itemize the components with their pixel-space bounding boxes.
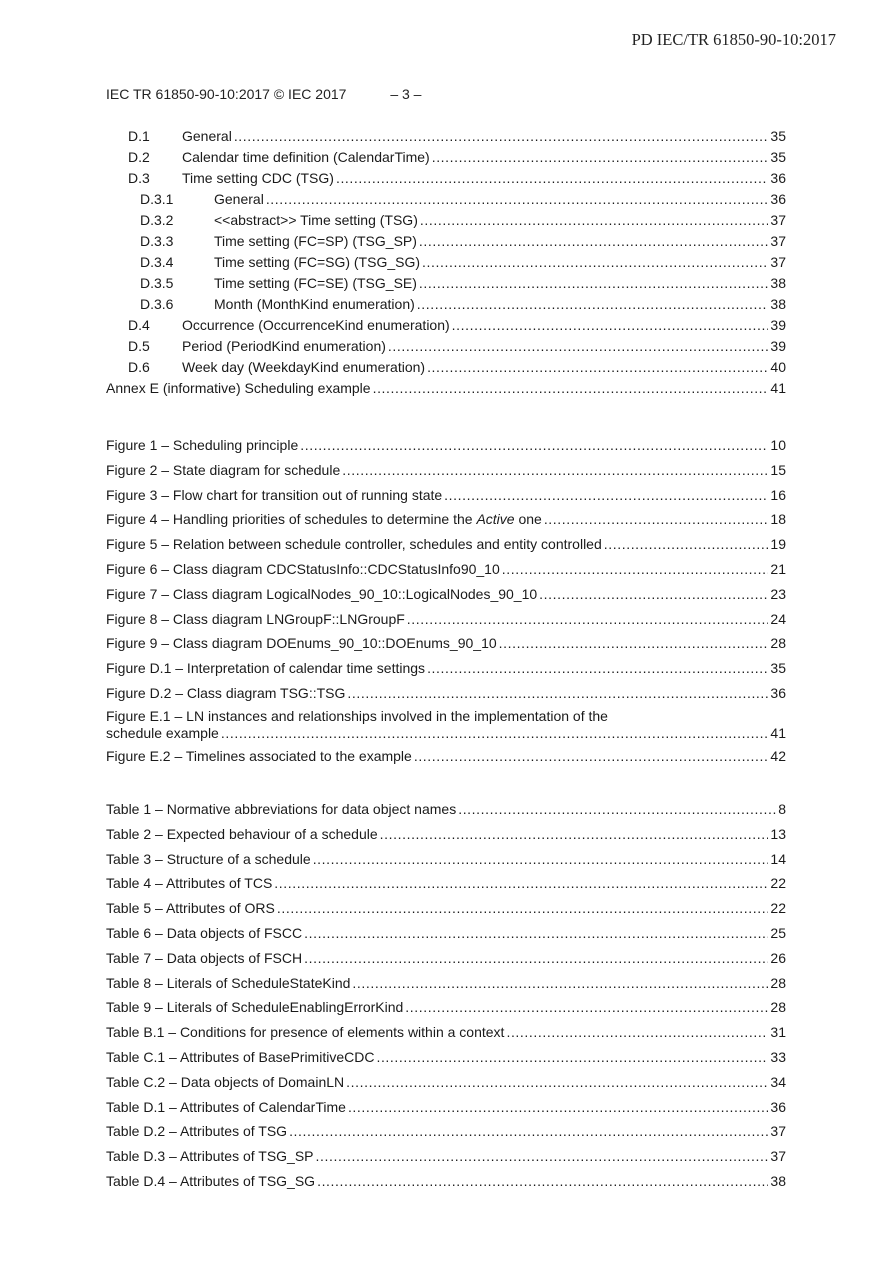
figure-entry-title: Figure 9 – Class diagram DOEnums_90_10::DOEnums_90_10	[106, 635, 497, 652]
toc-entry-number: D.1	[128, 128, 150, 144]
figure-entry-page: 23	[770, 585, 786, 602]
toc-entry-page: 40	[770, 359, 786, 375]
toc-entry[interactable]	[106, 378, 786, 399]
table-entry[interactable]	[106, 1121, 786, 1146]
figure-entry-title: Figure D.1 – Interpretation of calendar time settings	[106, 660, 426, 677]
toc-entry-page: 39	[770, 317, 786, 333]
toc-entry-number: D.6	[128, 359, 150, 375]
dot-leader	[274, 873, 768, 894]
table-entry[interactable]	[106, 1047, 786, 1072]
table-entry-title: Table D.2 – Attributes of TSG	[106, 1123, 288, 1140]
dot-leader	[352, 973, 768, 994]
table-entry-title: Table D.3 – Attributes of TSG_SP	[106, 1148, 314, 1165]
table-entry-page: 38	[770, 1172, 786, 1189]
toc-entry-page: 35	[770, 128, 786, 144]
list-of-tables	[106, 799, 786, 1196]
dot-leader	[499, 633, 769, 654]
figure-entry-page: 21	[770, 560, 786, 577]
figure-entry-title: Figure E.1 – LN instances and relationships involved in the implementation of the	[106, 707, 608, 724]
toc-entry[interactable]	[106, 168, 786, 189]
toc-entry[interactable]	[106, 315, 786, 336]
dot-leader	[452, 315, 769, 336]
italic-term: Active	[476, 511, 515, 528]
toc-entry-title: Annex E (informative) Scheduling example	[106, 380, 371, 396]
figure-entry-title: Figure 2 – State diagram for schedule	[106, 461, 341, 478]
figure-entry-page: 10	[770, 437, 786, 453]
list-of-figures	[106, 435, 786, 771]
table-entry-title: Table 8 – Literals of ScheduleStateKind	[106, 974, 351, 991]
figure-entry-page: 24	[770, 610, 786, 627]
table-entry[interactable]	[106, 799, 786, 824]
dot-leader	[388, 336, 769, 357]
figure-entry-title: Figure 7 – Class diagram LogicalNodes_90_10::LogicalNodes_90_10	[106, 585, 538, 602]
toc-entry-number: D.5	[128, 338, 150, 354]
dot-leader	[348, 1097, 768, 1118]
dot-leader	[300, 435, 768, 456]
figure-entry-title: Figure 5 – Relation between schedule controller, schedules and entity controlled	[106, 536, 602, 553]
figure-entry-title-cont: schedule example	[106, 724, 219, 741]
figure-entry-page: 16	[770, 486, 786, 503]
toc-entry-page: 37	[770, 254, 786, 270]
table-entry-page: 31	[770, 1024, 786, 1041]
dot-leader	[342, 460, 768, 481]
table-entry-page: 36	[770, 1098, 786, 1115]
table-entry[interactable]	[106, 1171, 786, 1196]
toc-entry-page: 37	[770, 212, 786, 228]
figure-entry-title: Figure 6 – Class diagram CDCStatusInfo::CDCStatusInfo90_10	[106, 560, 500, 577]
figure-entry-page: 42	[770, 747, 786, 764]
dot-leader	[317, 1171, 768, 1192]
table-entry[interactable]	[106, 849, 786, 874]
dot-leader	[313, 849, 769, 870]
table-entry-title: Table 9 – Literals of ScheduleEnablingErrorKind	[106, 999, 404, 1016]
table-entry-title: Table D.4 – Attributes of TSG_SG	[106, 1172, 316, 1189]
figure-entry[interactable]	[106, 633, 786, 658]
dot-leader	[502, 559, 769, 580]
dot-leader	[373, 378, 769, 399]
toc-entry-number: D.3	[128, 170, 150, 186]
table-entry-page: 33	[770, 1048, 786, 1065]
toc-entry-title: Time setting (FC=SG) (TSG_SG)	[214, 254, 421, 270]
table-entry-page: 28	[770, 999, 786, 1016]
table-entry-title: Table 4 – Attributes of TCS	[106, 875, 273, 892]
dot-leader	[539, 584, 768, 605]
table-entry[interactable]	[106, 997, 786, 1022]
toc-entry-number: D.2	[128, 149, 150, 165]
toc-entry-title: Period (PeriodKind enumeration)	[182, 338, 386, 354]
figure-entry-page: 41	[770, 724, 786, 741]
dot-leader	[417, 294, 769, 315]
dot-leader	[304, 923, 768, 944]
toc-entry-title: Week day (WeekdayKind enumeration)	[182, 359, 426, 375]
dot-leader	[419, 231, 769, 252]
table-entry-page: 26	[770, 949, 786, 966]
figure-entry-page: 36	[770, 684, 786, 701]
table-entry[interactable]	[106, 1097, 786, 1122]
figure-entry-title: Figure 3 – Flow chart for transition out of running state	[106, 486, 443, 503]
figure-entry-continuation	[106, 725, 786, 742]
figure-entry-title: Figure 4 – Handling priorities of schedules to determine the Active one	[106, 511, 542, 528]
dot-leader	[336, 168, 768, 189]
toc-entry[interactable]	[106, 210, 786, 231]
toc-entry-number: D.3.4	[140, 254, 174, 270]
toc-entry[interactable]	[106, 273, 786, 294]
toc-entry-title: General	[182, 128, 232, 144]
toc-entry[interactable]	[106, 357, 786, 378]
dot-leader	[316, 1146, 769, 1167]
figure-entry[interactable]	[106, 435, 786, 460]
figure-entry-page: 18	[770, 511, 786, 528]
table-entry-title: Table 3 – Structure of a schedule	[106, 850, 311, 867]
table-entry[interactable]	[106, 1146, 786, 1171]
dot-leader	[506, 1022, 768, 1043]
table-entry[interactable]	[106, 1022, 786, 1047]
toc-entry[interactable]	[106, 126, 786, 147]
table-entry-title: Table D.1 – Attributes of CalendarTime	[106, 1098, 346, 1115]
toc-entry[interactable]	[106, 189, 786, 210]
document-identifier: PD IEC/TR 61850-90-10:2017	[631, 30, 836, 49]
dot-leader	[221, 725, 769, 742]
toc-entry[interactable]	[106, 336, 786, 357]
toc-entry-page: 37	[770, 233, 786, 249]
dot-leader	[347, 683, 768, 704]
table-entry-page: 13	[770, 825, 786, 842]
toc-entry-title: Time setting CDC (TSG)	[182, 170, 334, 186]
table-entry-title: Table B.1 – Conditions for presence of elements within a context	[106, 1024, 505, 1041]
table-of-contents	[106, 126, 786, 399]
toc-entry-page: 39	[770, 338, 786, 354]
toc-entry-page: 35	[770, 149, 786, 165]
figure-entry[interactable]	[106, 683, 786, 708]
toc-entry-title: <<abstract>> Time setting (TSG)	[214, 212, 418, 228]
table-entry[interactable]	[106, 973, 786, 998]
toc-entry-number: D.3.3	[140, 233, 174, 249]
table-entry-page: 37	[770, 1148, 786, 1165]
table-entry-title: Table 5 – Attributes of ORS	[106, 900, 275, 917]
header-page-number: – 3 –	[390, 86, 422, 102]
toc-entry-title: Calendar time definition (CalendarTime)	[182, 149, 430, 165]
table-entry[interactable]	[106, 873, 786, 898]
figure-entry[interactable]	[106, 534, 786, 559]
toc-entry-title: Month (MonthKind enumeration)	[214, 296, 415, 312]
figure-entry[interactable]	[106, 584, 786, 609]
table-entry-page: 14	[770, 850, 786, 867]
table-entry[interactable]	[106, 898, 786, 923]
table-entry[interactable]	[106, 923, 786, 948]
dot-leader	[414, 746, 769, 767]
table-entry-page: 22	[770, 900, 786, 917]
toc-entry-page: 38	[770, 296, 786, 312]
table-entry-title: Table 6 – Data objects of FSCC	[106, 924, 303, 941]
table-entry-title: Table C.1 – Attributes of BasePrimitiveCDC	[106, 1048, 375, 1065]
table-entry[interactable]	[106, 824, 786, 849]
figure-entry-title: Figure D.2 – Class diagram TSG::TSG	[106, 684, 346, 701]
toc-entry-title: Time setting (FC=SP) (TSG_SP)	[214, 233, 417, 249]
toc-entry[interactable]	[106, 294, 786, 315]
figure-entry[interactable]	[106, 708, 786, 742]
toc-entry-page: 41	[770, 380, 786, 396]
figure-entry-title: Figure E.2 – Timelines associated to the example	[106, 747, 412, 764]
dot-leader	[234, 126, 769, 147]
figure-entry[interactable]	[106, 746, 786, 771]
table-entry-page: 28	[770, 974, 786, 991]
table-entry-title: Table C.2 – Data objects of DomainLN	[106, 1073, 345, 1090]
figure-entry[interactable]	[106, 485, 786, 510]
dot-leader	[458, 799, 776, 820]
table-entry-title: Table 1 – Normative abbreviations for data object names	[106, 801, 457, 817]
dot-leader	[277, 898, 769, 919]
table-entry-title: Table 2 – Expected behaviour of a schedule	[106, 825, 378, 842]
figure-entry-title: Figure 1 – Scheduling principle	[106, 437, 299, 453]
header-standard-ref: IEC TR 61850-90-10:2017 © IEC 2017	[106, 86, 347, 102]
figure-entry-title: Figure 8 – Class diagram LNGroupF::LNGroupF	[106, 610, 405, 627]
dot-leader	[444, 485, 768, 506]
table-entry-page: 22	[770, 875, 786, 892]
toc-entry-title: General	[214, 191, 264, 207]
figure-entry[interactable]	[106, 658, 786, 683]
dot-leader	[376, 1047, 768, 1068]
figure-entry[interactable]	[106, 609, 786, 634]
toc-entry-number: D.3.2	[140, 212, 174, 228]
dot-leader	[427, 658, 768, 679]
toc-entry-page: 38	[770, 275, 786, 291]
dot-leader	[432, 147, 769, 168]
dot-leader	[405, 997, 768, 1018]
dot-leader	[266, 189, 769, 210]
table-entry-title: Table 7 – Data objects of FSCH	[106, 949, 303, 966]
figure-entry-page: 28	[770, 635, 786, 652]
toc-entry-page: 36	[770, 191, 786, 207]
table-entry-page: 8	[778, 801, 786, 817]
table-entry[interactable]	[106, 948, 786, 973]
table-entry-page: 34	[770, 1073, 786, 1090]
table-entry-page: 37	[770, 1123, 786, 1140]
dot-leader	[604, 534, 769, 555]
dot-leader	[422, 252, 768, 273]
toc-entry[interactable]	[106, 147, 786, 168]
toc-entry[interactable]	[106, 252, 786, 273]
figure-entry-page: 15	[770, 461, 786, 478]
toc-entry-number: D.3.5	[140, 275, 174, 291]
dot-leader	[419, 273, 769, 294]
toc-entry[interactable]	[106, 231, 786, 252]
figure-entry[interactable]	[106, 559, 786, 584]
dot-leader	[420, 210, 769, 231]
table-entry[interactable]	[106, 1072, 786, 1097]
toc-entry-page: 36	[770, 170, 786, 186]
dot-leader	[346, 1072, 768, 1093]
figure-entry-page: 19	[770, 536, 786, 553]
toc-entry-number: D.3.6	[140, 296, 174, 312]
table-entry-page: 25	[770, 924, 786, 941]
dot-leader	[544, 509, 769, 530]
toc-entry-number: D.3.1	[140, 191, 174, 207]
dot-leader	[380, 824, 769, 845]
dot-leader	[289, 1121, 768, 1142]
dot-leader	[407, 609, 769, 630]
toc-entry-title: Time setting (FC=SE) (TSG_SE)	[214, 275, 417, 291]
figure-entry-page: 35	[770, 660, 786, 677]
page-header	[106, 86, 421, 102]
toc-entry-number: D.4	[128, 317, 150, 333]
figure-entry[interactable]	[106, 460, 786, 485]
dot-leader	[304, 948, 768, 969]
dot-leader	[427, 357, 768, 378]
figure-entry[interactable]	[106, 509, 786, 534]
toc-entry-title: Occurrence (OccurrenceKind enumeration)	[182, 317, 450, 333]
